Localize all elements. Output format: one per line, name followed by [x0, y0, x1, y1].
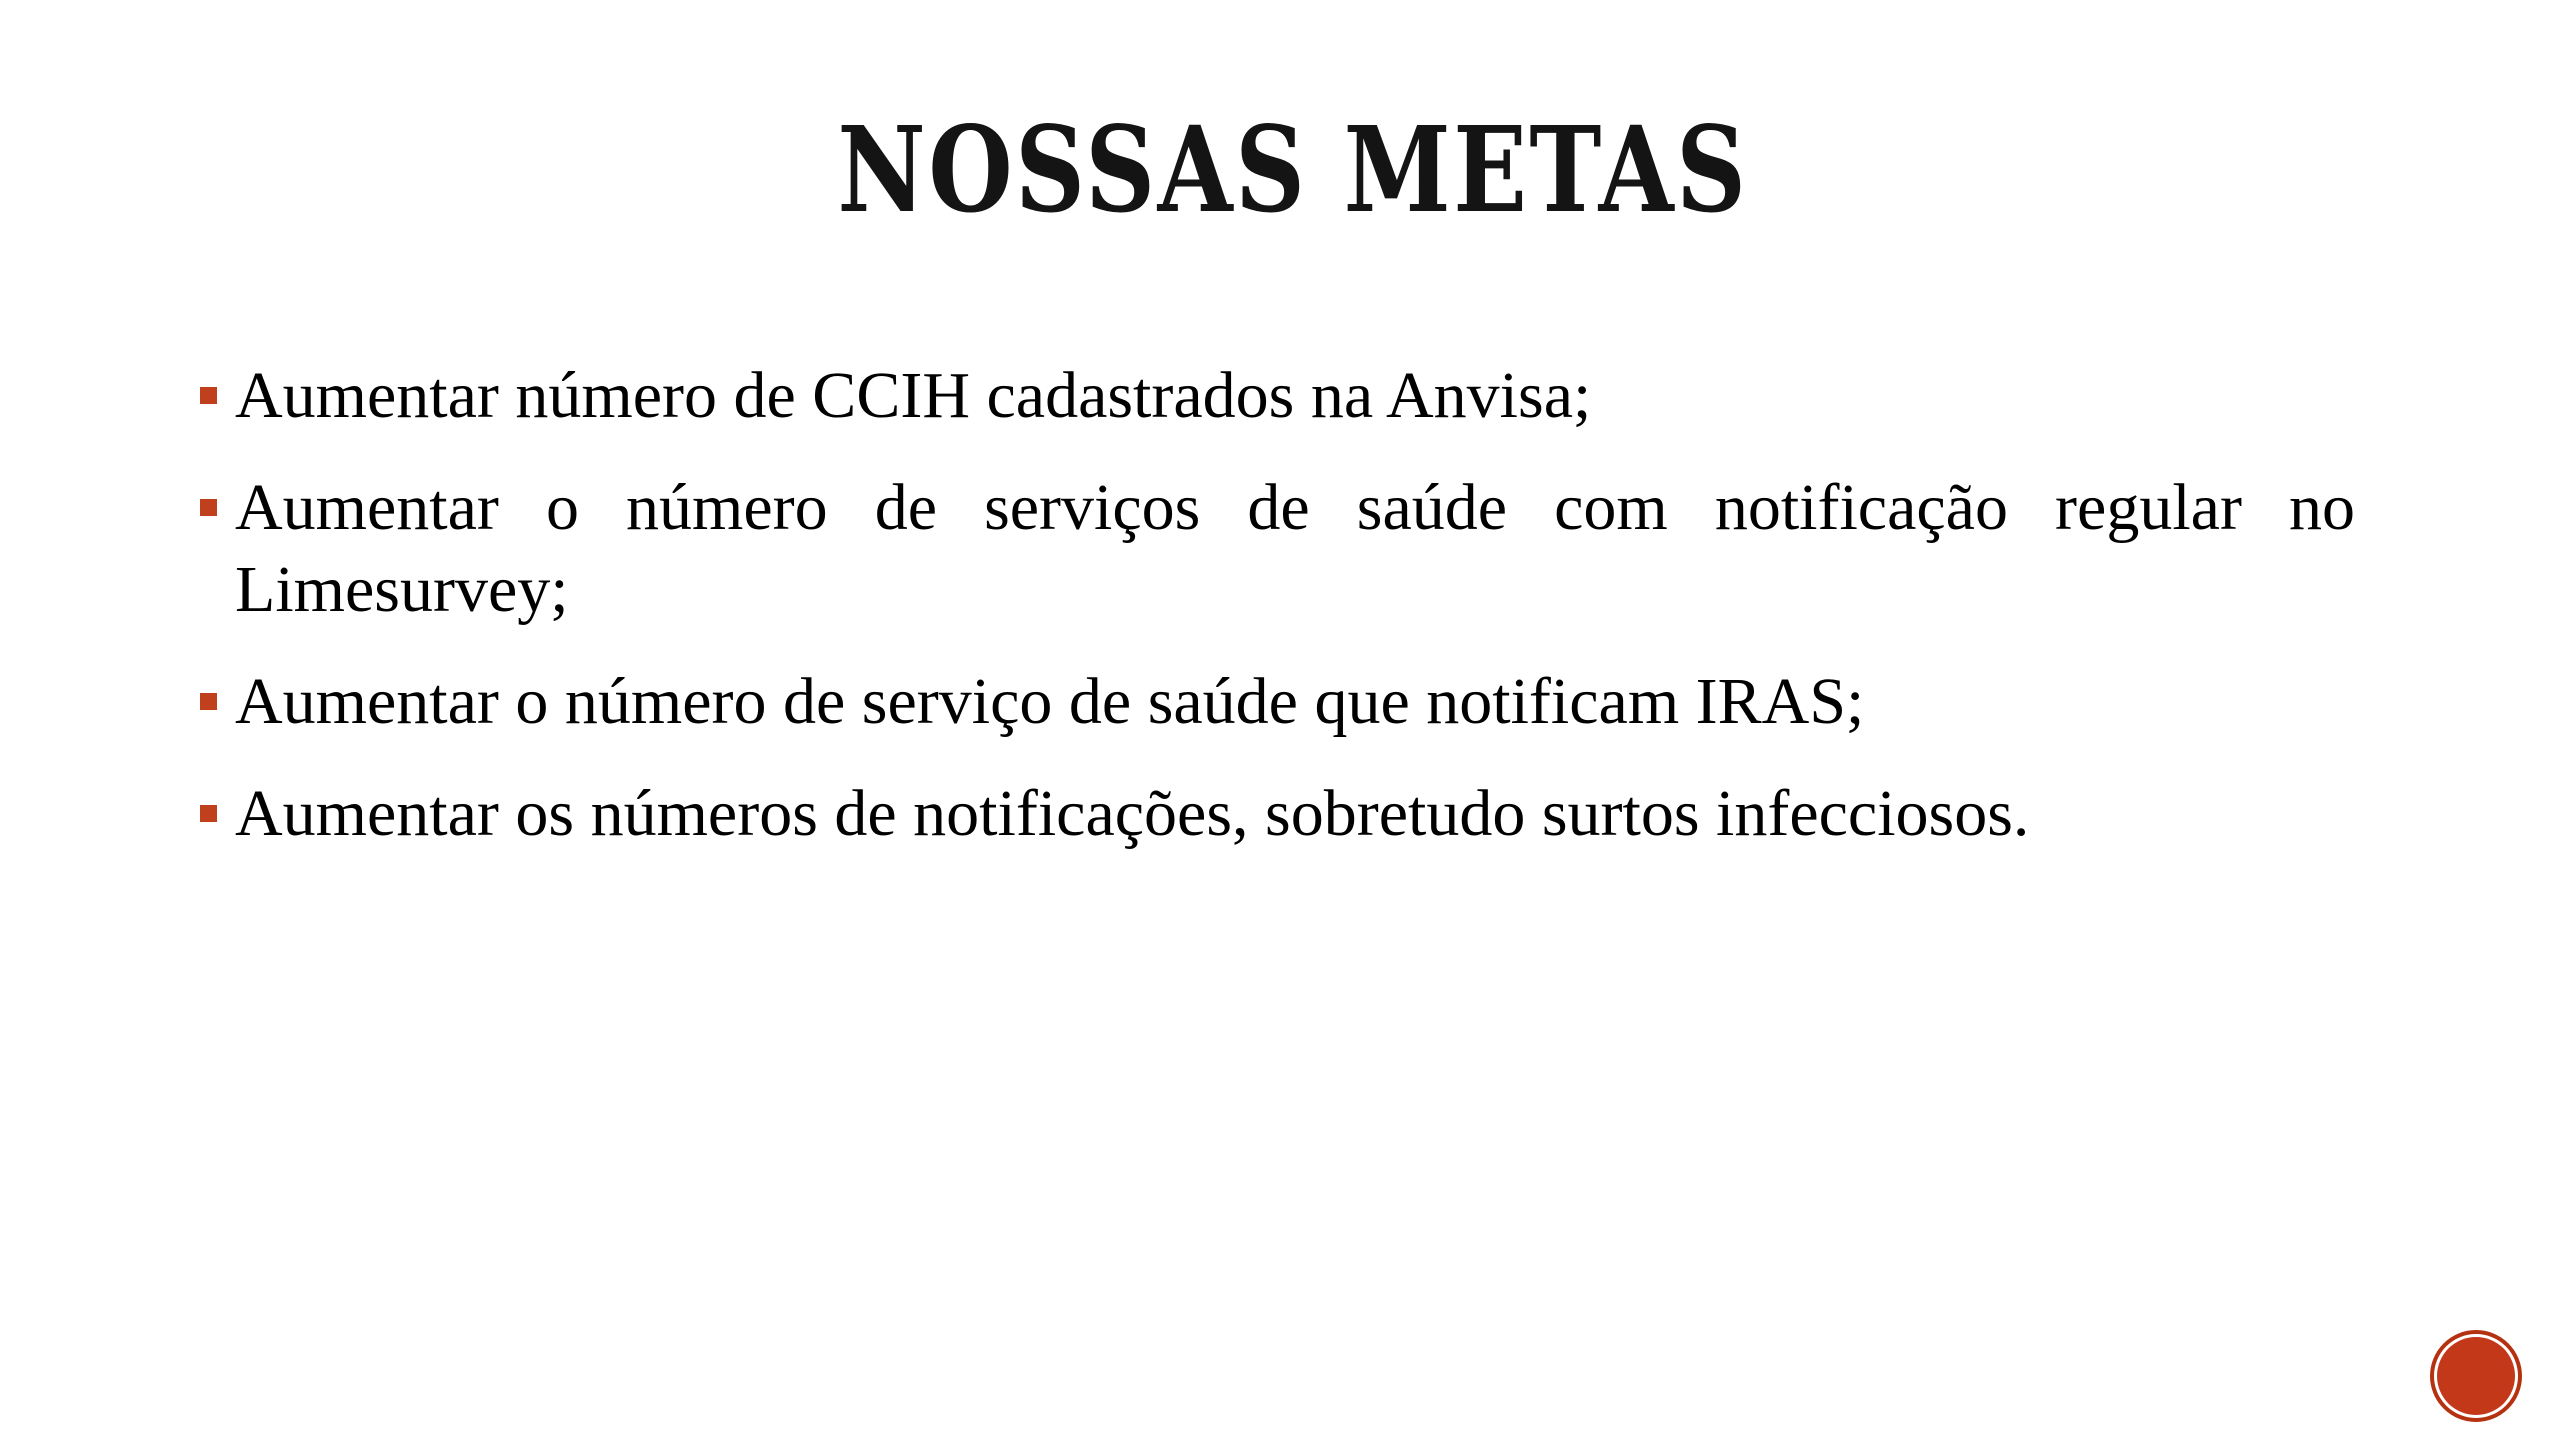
bullet-list: [200, 355, 2355, 885]
badge-fill: [2437, 1337, 2515, 1415]
square-bullet-icon: [200, 805, 217, 822]
square-bullet-icon: [200, 693, 217, 710]
bullet-text: Aumentar o número de serviços de saúde com notificação regular no Limesurvey;: [235, 471, 2355, 626]
slide-title: NOSSAS METAS: [837, 100, 1749, 239]
bullet-item: [200, 355, 2355, 437]
circle-badge-icon: [2430, 1330, 2522, 1422]
bullet-item: [200, 661, 2355, 743]
bullet-item: [200, 773, 2355, 855]
bullet-text: Aumentar número de CCIH cadastrados na Anvisa;: [235, 359, 1592, 432]
square-bullet-icon: [200, 387, 217, 404]
bullet-text: Aumentar o número de serviço de saúde que notificam IRAS;: [235, 665, 1865, 738]
bullet-text: Aumentar os números de notificações, sobretudo surtos infecciosos.: [235, 777, 2030, 850]
square-bullet-icon: [200, 499, 217, 516]
bullet-item: [200, 467, 2355, 631]
